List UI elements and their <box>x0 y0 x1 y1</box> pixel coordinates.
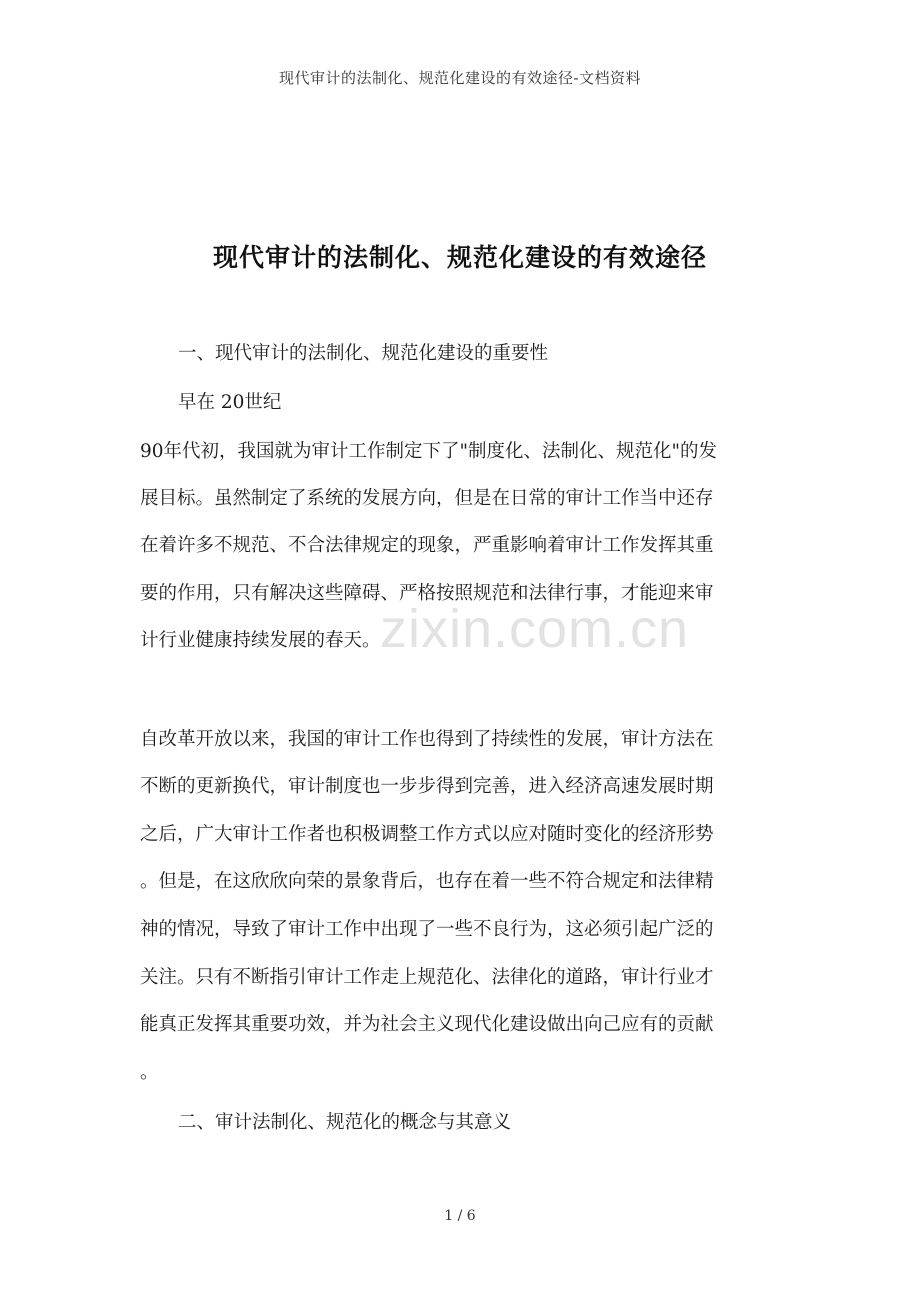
paragraph-line: 能真正发挥其重要功效，并为社会主义现代化建设做出向己应有的贡献 <box>140 1014 714 1035</box>
paragraph-line: 。但是，在这欣欣向荣的景象背后，也存在着一些不符合规定和法律精 <box>140 871 714 892</box>
paragraph-line: 神的情况，导致了审计工作中出现了一些不良行为，这必须引起广泛的 <box>140 919 714 940</box>
paragraph-line: 自改革开放以来，我国的审计工作也得到了持续性的发展，审计方法在 <box>140 729 714 750</box>
paragraph-line: 关注。只有不断指引审计工作走上规范化、法律化的道路，审计行业才 <box>140 967 714 988</box>
paragraph-line: 要的作用，只有解决这些障碍、严格按照规范和法律行事，才能迎来审 <box>140 583 714 604</box>
page-indicator: 1 / 6 <box>444 1208 476 1224</box>
paragraph-line: 不断的更新换代，审计制度也一步步得到完善，进入经济高速发展时期 <box>140 776 714 797</box>
paragraph-line: 早在 20世纪 <box>178 392 282 413</box>
section-2-heading: 二、审计法制化、规范化的概念与其意义 <box>178 1112 512 1133</box>
running-header: 现代审计的法制化、规范化建设的有效途径-文档资料 <box>278 69 642 87</box>
paragraph-line: 展目标。虽然制定了系统的发展方向，但是在日常的审计工作当中还存 <box>140 488 714 509</box>
paragraph-line: 计行业健康持续发展的春天。 <box>140 630 381 651</box>
section-1-heading: 一、现代审计的法制化、规范化建设的重要性 <box>178 343 549 364</box>
document-title: 现代审计的法制化、规范化建设的有效途径 <box>212 243 707 272</box>
paragraph-line: 90年代初，我国就为审计工作制定下了"制度化、法制化、规范化"的发 <box>140 441 718 462</box>
paragraph-line: 。 <box>140 1062 159 1083</box>
watermark: zixin.com.cn <box>380 599 690 659</box>
paragraph-line: 在着许多不规范、不合法律规定的现象，严重影响着审计工作发挥其重 <box>140 535 714 556</box>
paragraph-line: 之后，广大审计工作者也积极调整工作方式以应对随时变化的经济形势 <box>140 824 714 845</box>
